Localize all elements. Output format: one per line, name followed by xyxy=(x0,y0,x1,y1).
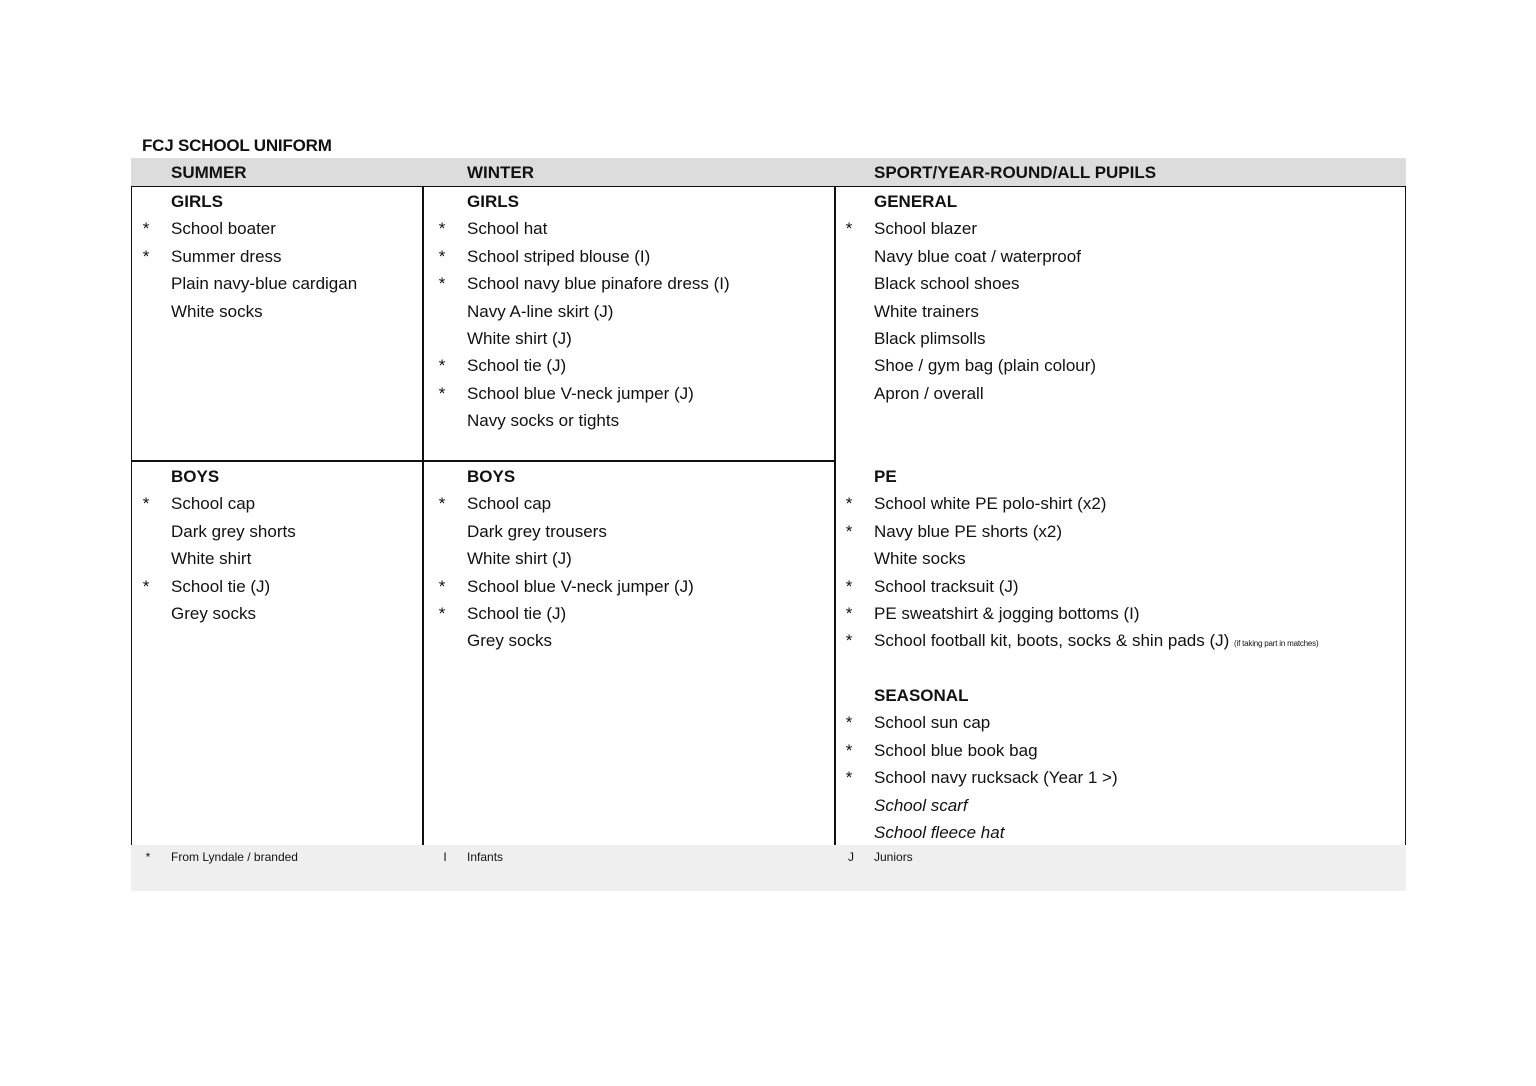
item-text: Navy blue coat / waterproof xyxy=(874,246,1081,266)
bullet-marker xyxy=(139,301,153,323)
item-text: Black plimsolls xyxy=(874,329,986,348)
list-item xyxy=(171,301,263,323)
bullet-marker: * xyxy=(438,274,446,294)
bullet-marker: * xyxy=(845,631,853,651)
list-item xyxy=(171,493,255,515)
item-text: School cap xyxy=(171,494,256,514)
item-text: White socks xyxy=(171,301,263,321)
list-item xyxy=(467,603,566,625)
item-text: Dark grey trousers xyxy=(467,521,607,541)
bullet-marker: * xyxy=(845,521,853,541)
item-text: School blue book bag xyxy=(874,740,1038,760)
list-item xyxy=(467,355,566,377)
bullet-marker: * xyxy=(845,494,853,514)
bullet-marker: * xyxy=(438,219,446,239)
item-text: School tie (J) xyxy=(467,356,567,376)
item-text: School navy rucksack (Year 1 >) xyxy=(874,768,1118,788)
item-text: Plain navy-blue cardigan xyxy=(171,274,358,294)
item-text: School navy blue pinafore dress (I) xyxy=(467,274,730,294)
item-text: School boater xyxy=(171,219,276,239)
bullet-marker: * xyxy=(845,713,853,733)
item-text: White trainers xyxy=(874,301,979,321)
bullet-marker xyxy=(435,410,449,432)
header-winter: WINTER xyxy=(467,163,535,182)
item-text: White shirt xyxy=(171,549,252,569)
item-text: School blazer xyxy=(874,219,978,239)
list-item xyxy=(171,246,282,268)
list-item xyxy=(467,301,613,323)
list-item xyxy=(874,301,979,323)
bullet-marker: * xyxy=(142,576,150,596)
bullet-marker xyxy=(139,273,153,295)
item-text: School scarf xyxy=(874,795,968,815)
list-item xyxy=(467,493,551,515)
list-item xyxy=(874,767,1118,789)
bullet-marker xyxy=(842,328,856,350)
bullet-marker xyxy=(435,301,449,323)
bullet-marker xyxy=(139,521,153,543)
bullet-marker xyxy=(435,630,449,652)
document-title: FCJ SCHOOL UNIFORM xyxy=(142,136,332,155)
list-item xyxy=(467,328,572,350)
item-text: Grey socks xyxy=(467,631,553,651)
legend-symbol-infants: I xyxy=(443,850,447,864)
bullet-marker xyxy=(842,822,856,844)
item-text: Dark grey shorts xyxy=(171,521,296,541)
bullet-marker: * xyxy=(845,576,853,596)
winter-boys-box xyxy=(422,460,836,846)
section-heading: GIRLS xyxy=(171,192,223,211)
list-item xyxy=(874,822,1004,844)
section-heading: BOYS xyxy=(171,467,220,486)
list-item xyxy=(874,576,1019,598)
list-item xyxy=(171,548,251,570)
item-text: White socks xyxy=(874,549,966,569)
legend-symbol-star: * xyxy=(145,850,151,864)
list-item xyxy=(467,630,552,652)
list-item xyxy=(874,273,1020,295)
section-heading: GIRLS xyxy=(467,192,519,211)
list-item xyxy=(467,521,607,543)
bullet-marker: * xyxy=(438,383,446,403)
summer-boys-box xyxy=(131,460,424,846)
item-text: White shirt (J) xyxy=(467,549,572,569)
item-text: Summer dress xyxy=(171,246,282,266)
item-text: School blue V-neck jumper (J) xyxy=(467,383,694,403)
item-text: School sun cap xyxy=(874,713,991,733)
bullet-marker: * xyxy=(438,576,446,596)
list-item xyxy=(874,383,984,405)
list-item xyxy=(874,493,1106,515)
section-heading: GENERAL xyxy=(874,192,958,211)
bullet-marker xyxy=(139,603,153,625)
item-note: (if taking part in matches) xyxy=(1234,639,1319,649)
item-text: Navy blue PE shorts (x2) xyxy=(874,521,1063,541)
list-item xyxy=(874,795,968,817)
item-text: Navy A-line skirt (J) xyxy=(467,301,614,321)
header-summer: SUMMER xyxy=(171,163,247,182)
list-item xyxy=(874,355,1096,377)
item-text: School tie (J) xyxy=(171,576,271,596)
item-text: Grey socks xyxy=(171,604,257,623)
list-item xyxy=(874,246,1081,268)
bullet-marker: * xyxy=(438,246,446,266)
item-text: Apron / overall xyxy=(874,383,984,403)
list-item xyxy=(874,603,1140,625)
list-item xyxy=(467,246,650,268)
list-item xyxy=(874,218,977,240)
bullet-marker: * xyxy=(438,604,446,623)
item-text: PE sweatshirt & jogging bottoms (I) xyxy=(874,604,1140,623)
legend-symbol-juniors: J xyxy=(848,850,854,864)
item-text: School football kit, boots, socks & shin pads (J) xyxy=(874,631,1230,651)
list-item xyxy=(171,273,357,295)
list-item xyxy=(874,521,1062,543)
legend-band xyxy=(131,845,1406,891)
list-item xyxy=(874,712,990,734)
bullet-marker xyxy=(435,548,449,570)
item-text: School striped blouse (I) xyxy=(467,246,651,266)
list-item xyxy=(467,383,694,405)
bullet-marker xyxy=(842,795,856,817)
list-item xyxy=(467,576,694,598)
section-heading: PE xyxy=(874,467,897,486)
bullet-marker: * xyxy=(142,246,150,266)
bullet-marker xyxy=(435,521,449,543)
bullet-marker: * xyxy=(845,768,853,788)
list-item xyxy=(467,273,730,295)
item-text: School fleece hat xyxy=(874,823,1005,842)
bullet-marker xyxy=(842,355,856,377)
item-text: School cap xyxy=(467,494,552,514)
bullet-marker: * xyxy=(142,494,150,514)
list-item xyxy=(874,740,1038,762)
list-item xyxy=(467,218,547,240)
bullet-marker: * xyxy=(845,219,853,239)
bullet-marker: * xyxy=(438,494,446,514)
legend-text-infants: Infants xyxy=(467,850,504,864)
list-item xyxy=(171,521,296,543)
bullet-marker xyxy=(842,548,856,570)
column-header-band xyxy=(131,158,1406,186)
list-item xyxy=(874,328,985,350)
section-heading: SEASONAL xyxy=(874,686,969,705)
item-text: Navy socks or tights xyxy=(467,411,620,431)
list-item xyxy=(171,576,270,598)
bullet-marker xyxy=(842,273,856,295)
list-item xyxy=(467,410,619,432)
list-item xyxy=(467,548,572,570)
legend-text-branded: From Lyndale / branded xyxy=(171,850,298,864)
bullet-marker xyxy=(842,246,856,268)
list-item xyxy=(874,630,1318,652)
item-text: White shirt (J) xyxy=(467,329,572,348)
item-text: School tracksuit (J) xyxy=(874,576,1019,596)
item-text: Black school shoes xyxy=(874,274,1020,294)
bullet-marker xyxy=(435,328,449,350)
item-text: Shoe / gym bag (plain colour) xyxy=(874,356,1097,376)
bullet-marker xyxy=(139,548,153,570)
item-text: School hat xyxy=(467,219,548,239)
item-text: School blue V-neck jumper (J) xyxy=(467,576,694,596)
list-item xyxy=(171,603,256,625)
bullet-marker xyxy=(842,383,856,405)
bullet-marker: * xyxy=(845,604,853,623)
list-item xyxy=(171,218,276,240)
header-sport: SPORT/YEAR-ROUND/ALL PUPILS xyxy=(874,163,1157,182)
list-item xyxy=(874,548,966,570)
bullet-marker: * xyxy=(438,356,446,376)
item-text: School white PE polo-shirt (x2) xyxy=(874,494,1107,514)
item-text: School tie (J) xyxy=(467,604,567,623)
bullet-marker xyxy=(842,301,856,323)
legend-text-juniors: Juniors xyxy=(874,850,913,864)
bullet-marker: * xyxy=(845,740,853,760)
bullet-marker: * xyxy=(142,219,150,239)
section-heading: BOYS xyxy=(467,467,516,486)
